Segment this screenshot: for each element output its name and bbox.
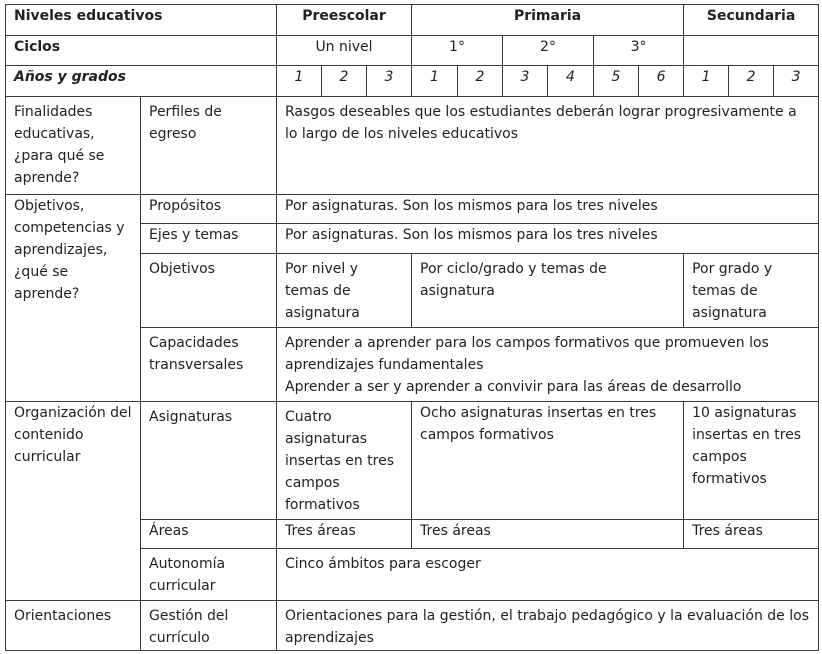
- grado-cell: 4: [548, 66, 594, 97]
- propositos-label: Propósitos: [141, 195, 277, 224]
- organizacion-section-label: Organización del contenido curricular: [6, 402, 141, 601]
- capacidades-line-1: Aprender a aprender para los campos formativos que promueven los aprendizajes fundamentales: [285, 335, 769, 373]
- areas-preescolar: Tres áreas: [277, 520, 412, 549]
- grados-row: [6, 66, 819, 97]
- propositos-row: [6, 195, 819, 224]
- gestion-content: [277, 601, 819, 651]
- asignaturas-label: [141, 402, 277, 520]
- finalidades-row: [6, 97, 819, 195]
- capacidades-content-text: [285, 328, 810, 398]
- orientaciones-label-text: Orientaciones: [14, 608, 112, 624]
- gestion-content-text: Orientaciones para la gestión, el trabajo pedagógico y la evaluación de los aprendizajes: [285, 608, 809, 646]
- objetivos-label: [141, 254, 277, 328]
- secundaria-header: Secundaria: [684, 5, 819, 36]
- perfiles-content: [277, 97, 819, 195]
- preescolar-header: Preescolar: [277, 5, 412, 36]
- asignaturas-secundaria: 10 asignaturas insertas en tres campos formativos: [684, 402, 819, 520]
- ciclos-row: [6, 36, 819, 66]
- grado-cell: 5: [594, 66, 639, 97]
- grado-cell: 2: [458, 66, 503, 97]
- gestion-label-text: Gestión del currículo: [149, 608, 229, 646]
- ciclo-secundaria: [684, 36, 819, 66]
- ciclo-primaria-1: 1°: [412, 36, 503, 66]
- perfiles-content-text: Rasgos deseables que los estudiantes deberán lograr progresivamente a lo largo de los niveles educativos: [285, 104, 797, 142]
- objetivos-secundaria-text: Por grado y temas de asignatura: [692, 261, 773, 321]
- objetivos-preescolar-text: Por nivel y temas de asignatura: [285, 261, 360, 321]
- capacidades-label-text: Capacidades transversales: [149, 335, 244, 373]
- ciclo-primaria-3: 3°: [594, 36, 684, 66]
- objetivos-primaria: [412, 254, 684, 328]
- ciclo-primaria-2: 2°: [503, 36, 594, 66]
- grado-cell: 2: [729, 66, 774, 97]
- objetivos-secundaria: [684, 254, 819, 328]
- autonomia-content-text: Cinco ámbitos para escoger: [285, 556, 481, 572]
- perfiles-label-text: Perfiles de egreso: [149, 104, 222, 142]
- asignaturas-preescolar-text: Cuatro asignaturas insertas en tres campos formativos: [285, 409, 395, 513]
- orientaciones-row: [6, 601, 819, 651]
- capacidades-content: [277, 328, 819, 402]
- areas-label: Áreas: [141, 520, 277, 549]
- asignaturas-preescolar: [277, 402, 412, 520]
- asignaturas-row: [6, 402, 819, 520]
- grado-cell: 6: [639, 66, 684, 97]
- ejes-content: Por asignaturas. Son los mismos para los tres niveles: [277, 224, 819, 254]
- objetivos-label-text: Objetivos: [149, 261, 215, 277]
- perfiles-label: [141, 97, 277, 195]
- finalidades-label-text: Finalidades educativas, ¿para qué se aprende?: [14, 104, 105, 186]
- ciclos-label: Ciclos: [6, 36, 277, 66]
- objetivos-primaria-text: Por ciclo/grado y temas de asignatura: [420, 261, 607, 299]
- autonomia-content: [277, 549, 819, 601]
- areas-primaria: Tres áreas: [412, 520, 684, 549]
- grado-cell: 1: [277, 66, 322, 97]
- asignaturas-label-text: Asignaturas: [149, 409, 233, 425]
- asignaturas-primaria: Ocho asignaturas insertas en tres campos formativos: [412, 402, 684, 520]
- capacidades-line-2: Aprender a ser y aprender a convivir para las áreas de desarrollo: [285, 379, 742, 395]
- propositos-content: Por asignaturas. Son los mismos para los tres niveles: [277, 195, 819, 224]
- grado-cell: 3: [367, 66, 412, 97]
- grados-label: Años y grados: [6, 66, 277, 97]
- autonomia-label: [141, 549, 277, 601]
- grado-cell: 1: [412, 66, 458, 97]
- grado-cell: 2: [322, 66, 367, 97]
- objetivos-preescolar: [277, 254, 412, 328]
- ejes-label: Ejes y temas: [141, 224, 277, 254]
- gestion-label: [141, 601, 277, 651]
- curriculum-table: [5, 4, 819, 651]
- grado-cell: 3: [503, 66, 548, 97]
- grado-cell: 3: [774, 66, 819, 97]
- ciclo-preescolar: Un nivel: [277, 36, 412, 66]
- levels-header-row: [6, 5, 819, 36]
- autonomia-label-text: Autonomía curricular: [149, 556, 226, 594]
- areas-secundaria: Tres áreas: [684, 520, 819, 549]
- finalidades-label: [6, 97, 141, 195]
- orientaciones-label: [6, 601, 141, 651]
- grado-cell: 1: [684, 66, 729, 97]
- niveles-educativos-header: Niveles educativos: [6, 5, 277, 36]
- primaria-header: Primaria: [412, 5, 684, 36]
- capacidades-label: [141, 328, 277, 402]
- objetivos-section-label: Objetivos, competencias y aprendizajes, ¿qué se aprende?: [6, 195, 141, 402]
